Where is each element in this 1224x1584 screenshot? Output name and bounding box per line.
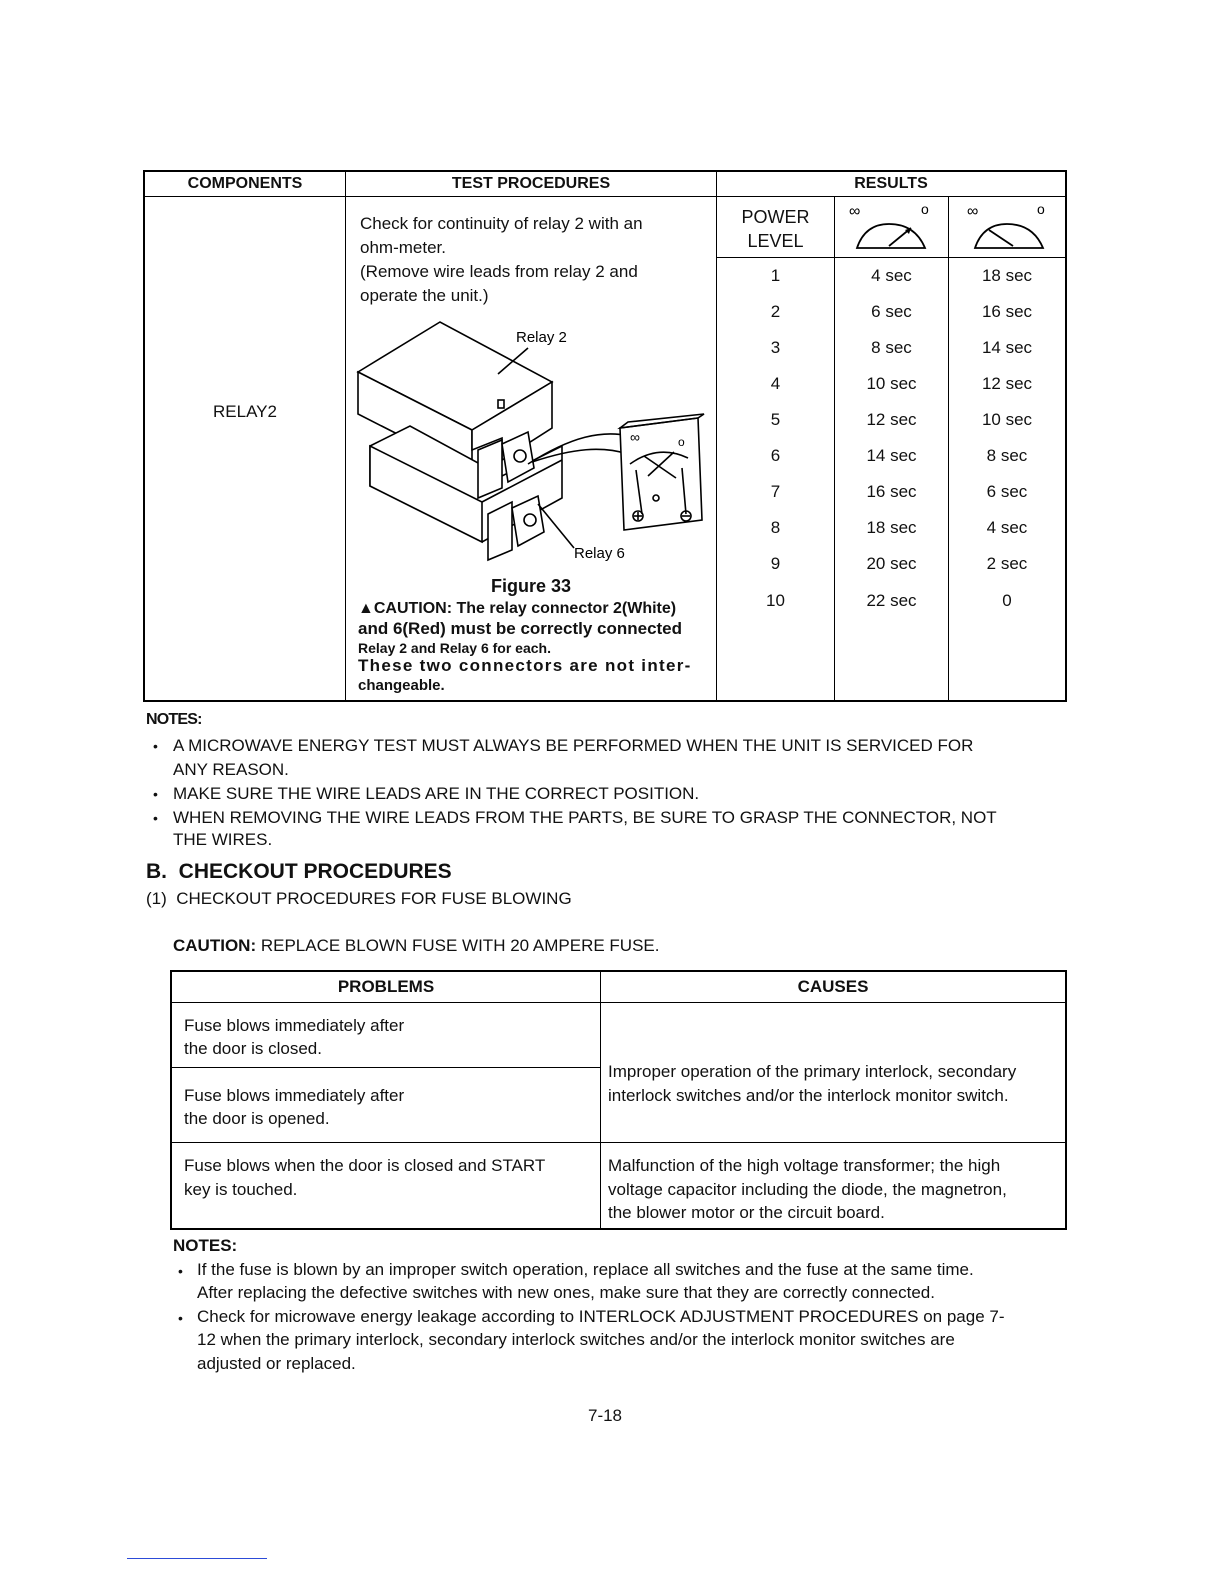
header-test-procedures: TEST PROCEDURES — [451, 175, 611, 192]
result-time-a: 18 sec — [866, 518, 917, 537]
svg-text:o: o — [1037, 201, 1045, 217]
header-problems: PROBLEMS — [337, 977, 435, 996]
result-time-b: 14 sec — [981, 338, 1033, 357]
bullet-icon: • — [153, 786, 158, 802]
power-level: 7 — [770, 482, 781, 501]
header-results: RESULTS — [854, 175, 928, 192]
svg-text:∞: ∞ — [967, 203, 979, 220]
bullet-icon: • — [153, 738, 158, 754]
problem-text: Fuse blows immediately after — [184, 1086, 405, 1105]
result-time-b: 2 sec — [986, 554, 1028, 573]
power-level: 4 — [770, 374, 781, 393]
figure-caption: Figure 33 — [490, 576, 572, 596]
power-level: 5 — [770, 410, 781, 429]
result-time-b: 8 sec — [986, 446, 1028, 465]
fuse-caution: CAUTION: REPLACE BLOWN FUSE WITH 20 AMPERE FUSE. — [173, 936, 660, 955]
relay6-label: Relay 6 — [574, 545, 625, 562]
cause-text: interlock switches and/or the interlock monitor switch. — [608, 1086, 1009, 1105]
note-text: WHEN REMOVING THE WIRE LEADS FROM THE PARTS, BE SURE TO GRASP THE CONNECTOR, NOT — [173, 808, 997, 827]
bullet-icon: • — [153, 810, 158, 826]
note-text: MAKE SURE THE WIRE LEADS ARE IN THE CORRECT POSITION. — [173, 784, 700, 803]
caution-line: and 6(Red) must be correctly connected — [358, 619, 683, 638]
note-text: A MICROWAVE ENERGY TEST MUST ALWAYS BE PERFORMED WHEN THE UNIT IS SERVICED FOR — [173, 736, 974, 755]
problem-text: the door is closed. — [184, 1039, 322, 1058]
caution-line: ▲CAUTION: The relay connector 2(White) — [358, 600, 677, 617]
meter-continuity-icon — [835, 198, 948, 256]
notes-title: NOTES: — [173, 1236, 238, 1255]
note-text: adjusted or replaced. — [197, 1354, 356, 1373]
result-time-b: 12 sec — [981, 374, 1033, 393]
section-subtitle: (1) CHECKOUT PROCEDURES FOR FUSE BLOWING — [146, 889, 572, 908]
result-time-b: 18 sec — [981, 266, 1033, 285]
problem-text: the door is opened. — [184, 1109, 330, 1128]
bullet-icon: • — [178, 1263, 183, 1279]
note-text: 12 when the primary interlock, secondary interlock switches and/or the interlock monitor switches are — [197, 1330, 955, 1349]
result-time-a: 8 sec — [871, 338, 912, 357]
cause-text: Improper operation of the primary interlock, secondary — [608, 1062, 1017, 1081]
warning-icon: ▲ — [358, 600, 374, 617]
note-text: If the fuse is blown by an improper switch operation, replace all switches and the fuse at the same time. — [197, 1260, 974, 1279]
result-time-a: 20 sec — [866, 554, 917, 573]
meter-zero-label: o — [678, 435, 685, 449]
result-time-a: 16 sec — [866, 482, 917, 501]
meter-open-icon — [949, 198, 1065, 256]
caution-line: changeable. — [358, 677, 445, 694]
procedure-line: (Remove wire leads from relay 2 and — [360, 262, 638, 281]
result-time-b: 6 sec — [986, 482, 1028, 501]
component-name: RELAY2 — [213, 402, 277, 421]
result-time-a: 22 sec — [866, 591, 917, 610]
header-components: COMPONENTS — [187, 175, 303, 192]
cause-text: the blower motor or the circuit board. — [608, 1203, 885, 1222]
note-text: Check for microwave energy leakage according to INTERLOCK ADJUSTMENT PROCEDURES on page 7- — [197, 1307, 1005, 1326]
caution-line: Relay 2 and Relay 6 for each. — [358, 640, 551, 656]
problem-text: key is touched. — [184, 1180, 298, 1199]
power-level: 10 — [766, 591, 785, 610]
note-text: After replacing the defective switches with new ones, make sure that they are correctly connected. — [197, 1283, 935, 1302]
svg-text:∞: ∞ — [849, 203, 861, 220]
result-time-a: 14 sec — [866, 446, 917, 465]
power-level: 8 — [770, 518, 781, 537]
cause-text: Malfunction of the high voltage transformer; the high — [608, 1156, 1001, 1175]
page-number: 7-18 — [587, 1406, 623, 1425]
procedure-line: Check for continuity of relay 2 with an — [360, 214, 643, 233]
svg-text:o: o — [921, 201, 929, 217]
result-time-a: 4 sec — [871, 266, 912, 285]
note-text: THE WIRES. — [173, 830, 273, 849]
power-level: 6 — [770, 446, 781, 465]
result-time-a: 12 sec — [866, 410, 917, 429]
problem-text: Fuse blows when the door is closed and START — [184, 1156, 546, 1175]
relay2-label: Relay 2 — [516, 329, 567, 346]
bullet-icon: • — [178, 1310, 183, 1326]
result-time-b: 10 sec — [981, 410, 1033, 429]
notes-title: NOTES: — [146, 711, 202, 728]
header-causes: CAUSES — [797, 977, 869, 996]
footer-rule — [127, 1558, 267, 1559]
power-level: 3 — [770, 338, 781, 357]
note-text: ANY REASON. — [173, 760, 289, 779]
power-level-label: POWER LEVEL — [741, 207, 810, 251]
result-time-b: 0 — [1002, 591, 1012, 610]
power-level: 1 — [770, 266, 781, 285]
result-time-a: 10 sec — [866, 374, 917, 393]
caution-line: These two connectors are not inter- — [358, 656, 692, 675]
power-level: 9 — [770, 554, 781, 573]
section-title: B. CHECKOUT PROCEDURES — [146, 860, 452, 883]
procedure-line: operate the unit.) — [360, 286, 489, 305]
cause-text: voltage capacitor including the diode, the magnetron, — [608, 1180, 1007, 1199]
result-time-a: 6 sec — [871, 302, 912, 321]
result-time-b: 16 sec — [981, 302, 1033, 321]
meter-infinity-label: ∞ — [630, 429, 640, 445]
procedure-line: ohm-meter. — [360, 238, 446, 257]
result-time-b: 4 sec — [986, 518, 1028, 537]
relay-figure — [352, 318, 712, 580]
power-level: 2 — [770, 302, 781, 321]
problem-text: Fuse blows immediately after — [184, 1016, 405, 1035]
